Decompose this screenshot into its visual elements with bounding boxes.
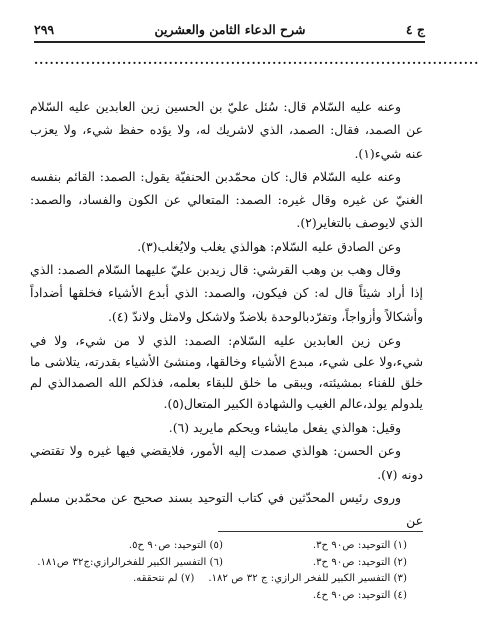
paragraph: وعن الحسن: هوالذي صمدت إليه الأمور، فلايقضي فيها غيره ولا تقتضي دونه (٧). bbox=[30, 443, 423, 482]
footnote: (٦) التفسير الكبير للفخرالرازي:ج٣٢ ص١٨١. bbox=[37, 556, 223, 568]
footnote: (١) التوحيد: ص٩٠ ح٣. bbox=[312, 540, 407, 551]
footnote: (٥) التوحيد: ص٩٠ ح٥. bbox=[128, 540, 223, 551]
footnote-separator bbox=[218, 531, 423, 532]
footnote-row bbox=[30, 571, 407, 588]
footnote: (٤) التوحيد: ص٩٠ ح٤. bbox=[312, 589, 407, 601]
paragraph: وروى رئيس المحدّثين في كتاب التوحيد بسند صحيح عن محمّدبن مسلم عن bbox=[30, 489, 423, 529]
header-rule bbox=[34, 41, 425, 43]
footnote: (٣) التفسير الكبير للفخر الرازي: ج ٣٢ ص ١٨٢. bbox=[208, 573, 407, 585]
paragraph: وعنه عليه السّلام قال: كان محمّدبن الحنفيّة يقول: الصمد: القائم بنفسه الغنيّ عن غيره وقال غيره: الصمد: المتعالي عن الكون والفساد، والصمد: الذي لايوصف بالتغاير(٢). bbox=[30, 168, 423, 231]
page-number: ٢٩٩ bbox=[34, 21, 55, 37]
footnote: (٧) لم نتحققه. bbox=[133, 573, 195, 585]
paragraph: وقال وهب بن وهب القرشي: قال زيدبن عليّ عليهما السّلام الصمد: الذي إذا أراد شيئاً قال له: كن فيكون، والصمد: الذي أبدع الأشياء فخلقها أضداداً وأشكالاً وأزواجاً، وتفرّدبالوحدة بلاضدّ ولاشكل ولامثل ولاندّ (٤). bbox=[30, 262, 423, 324]
main-text bbox=[30, 95, 423, 529]
footnote-row bbox=[30, 588, 407, 605]
footnote-row bbox=[30, 555, 407, 572]
footnotes bbox=[30, 538, 407, 638]
running-header bbox=[34, 18, 425, 40]
dotted-separator: ...................................................................................... bbox=[34, 53, 479, 67]
paragraph: وعنه عليه السّلام قال: سُئل عليّ بن الحسين زين العابدين عليه السّلام عن الصمد، فقال: الصمد، الذي لاشريك له، ولا يؤده حفظ شيء، ولا يعزب عنه شيء(١). bbox=[30, 99, 423, 161]
paragraph: وقيل: هوالذي يفعل مايشاء ويحكم مايريد (٦). bbox=[168, 419, 401, 435]
footnote-row bbox=[30, 538, 407, 555]
paragraph: وعن زين العابدين عليه السّلام: الصمد: الذي لا من شيء، ولا في شيء،ولا على شيء، مبدع الأشياء وخالقها، ومنشئ الأشياء بقدرته، يتلاشى ما خلق للفناء بمشيئته، ويبقى ما خلق للبقاء بعلمه، فذلكم الله الصمدالذي لم يلدولم يولد،عالم الغيب والشهادة الكبير المتعال(٥). bbox=[30, 332, 423, 411]
chapter-label: ج ٤ bbox=[405, 21, 425, 37]
paragraph: وعن الصادق عليه السّلام: هوالذي يغلب ولايُغلب(٣). bbox=[137, 238, 401, 254]
header-title: شرح الدعاء الثامن والعشرين bbox=[154, 21, 306, 37]
footnote: (٢) التوحيد: ص٩٠ ح٣. bbox=[312, 556, 407, 568]
